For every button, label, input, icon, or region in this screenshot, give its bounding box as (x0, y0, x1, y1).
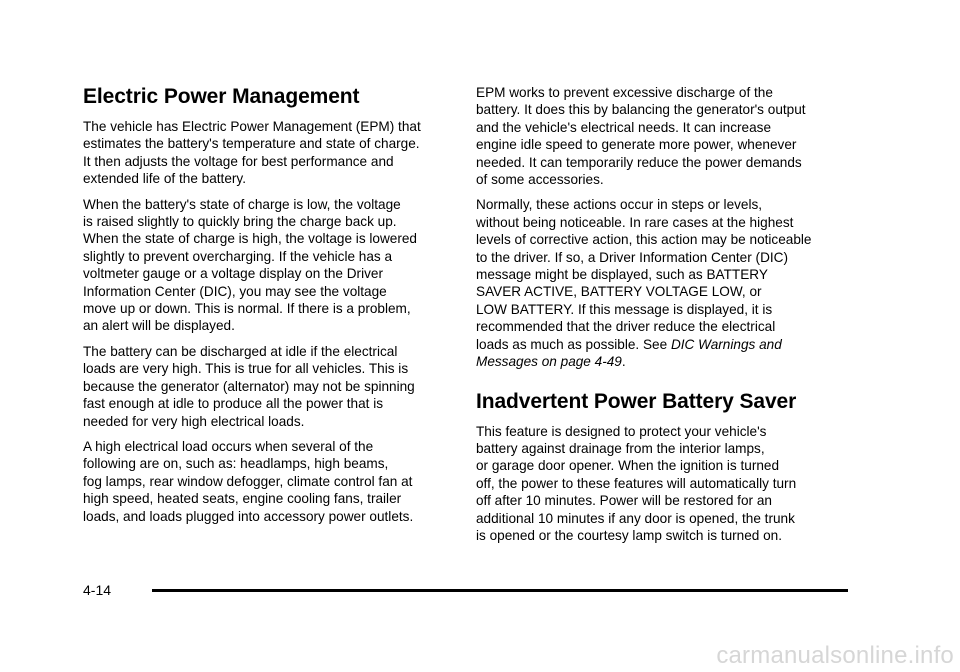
left-column (83, 78, 455, 533)
paragraph-discharge-at-idle: The battery can be discharged at idle if the electrical loads are very high. This is true for all vehicles. This is because the generator (alternator) may not be spinning fast enough at idle to produce all the power that is needed for very high electrical loads. (83, 343, 415, 429)
paragraph-high-electrical-load: A high electrical load occurs when several of the following are on, such as: headlamps, high beams, fog lamps, rear window defogger, climate control fan at high speed, heated seats, engine cooling fans, trailer loads, and loads plugged into accessory power outlets. (83, 438, 414, 524)
paragraph-state-of-charge: When the battery's state of charge is low, the voltage is raised slightly to quickly bring the charge back up. When the state of charge is high, the voltage is lowered slightly to prevent overcharging. If the vehicle has a voltmeter gauge or a voltage display on the Driver Information Center (DIC), you may see the voltage move up or down. This is normal. If there is a problem, an alert will be displayed. (83, 196, 417, 334)
footer-rule (152, 589, 848, 592)
paragraph-battery-saver: This feature is designed to protect your vehicle's battery against drainage from the interior lamps, or garage door opener. When the ignition is turned off, the power to these features will automatically turn off after 10 minutes. Power will be restored for an additional 10 minutes if any door is opened, the trunk is opened or the courtesy lamp switch is turned on. (476, 423, 797, 543)
page-number: 4-14 (83, 582, 112, 598)
paragraph-dic-messages (476, 196, 848, 370)
paragraph-epm-prevents-discharge: EPM works to prevent excessive discharge of the battery. It does this by balancing the generator's output and the vehicle's electrical needs. It can increase engine idle speed to generate more power, whenever needed. It can temporarily reduce the power demands of some accessories. (476, 85, 806, 188)
paragraph-dic-messages-suffix: . (621, 354, 626, 370)
right-column (476, 84, 848, 552)
section-heading-inadvertent-power-battery-saver: Inadvertent Power Battery Saver (476, 389, 797, 413)
paragraph-dic-messages-text: Normally, these actions occur in steps or levels, without being noticeable. In rare cases at the highest levels of corrective action, this action may be noticeable to the driver. If so, a Driver Information Center (DIC) message might be displayed, such as BATTERY SAVER ACTIVE, BATTERY VOLTAGE LOW, or LOW BATTERY. If this message is displayed, it is recommended that the driver reduce the electrical loads as much as possible. See (476, 197, 812, 352)
section-heading-electric-power-management: Electric Power Management (83, 85, 360, 108)
paragraph-epm-intro: The vehicle has Electric Power Management (EPM) that estimates the battery's temperature and state of charge. It then adjusts the voltage for best performance and extended life of the battery. (83, 119, 421, 187)
watermark-text: carmanualsonline.info (716, 642, 954, 669)
cross-reference-link[interactable]: DIC Warnings and Messages on page 4-49 (476, 336, 782, 370)
